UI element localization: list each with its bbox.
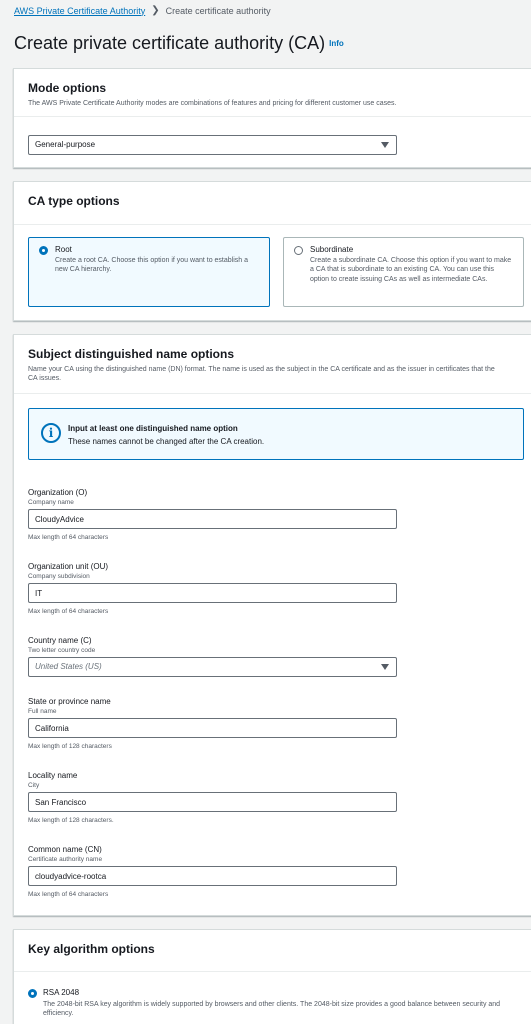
subject-dn-desc: Name your CA using the distinguished name (DN) format. The name is used as the subject in the CA certificate and as the issuer in certificates that the CA issues. [28, 366, 495, 383]
organization-sub: Company name [28, 499, 74, 506]
country-select[interactable] [28, 657, 397, 677]
breadcrumb-link-private-ca[interactable]: AWS Private Certificate Authority [14, 5, 146, 16]
subordinate-radio[interactable] [294, 246, 303, 255]
key-algorithm-panel [13, 929, 531, 1024]
mode-options-desc: The AWS Private Certificate Authority modes are combinations of features and pricing for different customer use cases. [28, 100, 397, 107]
organization-hint: Max length of 64 characters [28, 534, 109, 541]
organization-input[interactable] [28, 509, 397, 529]
common-name-field [28, 845, 397, 898]
rsa-2048-label: RSA 2048 [43, 988, 80, 997]
caret-down-icon [381, 142, 389, 148]
country-select-placeholder: United States (US) [35, 662, 102, 671]
subject-dn-panel [13, 334, 531, 916]
mode-select-value: General-purpose [35, 140, 96, 149]
ca-type-subordinate-tile[interactable] [283, 237, 524, 307]
state-input[interactable] [28, 718, 397, 738]
root-radio[interactable] [39, 246, 48, 255]
mode-select[interactable] [28, 135, 397, 155]
caret-down-icon [381, 664, 389, 670]
page-title [14, 33, 344, 54]
org-unit-sub: Company subdivision [28, 573, 90, 580]
root-label: Root [55, 245, 72, 254]
common-name-sub: Certificate authority name [28, 856, 103, 863]
mode-options-panel [13, 68, 531, 168]
state-sub: Full name [28, 708, 57, 715]
divider [14, 971, 531, 972]
locality-sub: City [28, 782, 40, 789]
alert-text: These names cannot be changed after the CA creation. [68, 437, 265, 446]
organization-field [28, 488, 397, 541]
subordinate-label: Subordinate [310, 245, 354, 254]
country-sub: Two letter country code [28, 647, 96, 654]
rsa-2048-radio[interactable] [28, 989, 37, 998]
breadcrumb [14, 5, 271, 16]
state-field [28, 697, 397, 750]
org-unit-hint: Max length of 64 characters [28, 608, 109, 615]
divider [14, 116, 531, 117]
alert-title: Input at least one distinguished name option [68, 424, 238, 433]
page-title-text: Create private certificate authority (CA) [14, 33, 326, 53]
country-field [28, 636, 397, 677]
rsa-2048-desc: The 2048-bit RSA key algorithm is widely supported by browsers and other clients. The 2048-bit size provides a good balance between security and efficiency. [43, 1001, 501, 1018]
chevron-right-icon: ❯ [151, 5, 160, 16]
org-unit-field [28, 562, 397, 615]
key-algorithm-title: Key algorithm options [28, 942, 155, 956]
state-hint: Max length of 128 characters [28, 743, 112, 750]
root-desc: Create a root CA. Choose this option if you want to establish a new CA hierarchy. [55, 257, 248, 274]
common-name-input[interactable] [28, 866, 397, 886]
info-circle-icon: i [41, 423, 61, 443]
divider [14, 393, 531, 394]
locality-input[interactable] [28, 792, 397, 812]
locality-hint: Max length of 128 characters. [28, 817, 114, 824]
mode-options-title: Mode options [28, 81, 106, 95]
country-label: Country name (C) [28, 636, 92, 645]
breadcrumb-current: Create certificate authority [165, 5, 271, 16]
subordinate-desc: Create a subordinate CA. Choose this option if you want to make a CA that is subordinate to an existing CA. You can use this option to create issuing CAs as well as intermediate CAs. [310, 257, 512, 283]
subject-dn-title: Subject distinguished name options [28, 347, 235, 361]
common-name-label: Common name (CN) [28, 845, 102, 854]
organization-label: Organization (O) [28, 488, 88, 497]
state-label: State or province name [28, 697, 111, 706]
common-name-hint: Max length of 64 characters [28, 891, 109, 898]
divider [14, 224, 531, 225]
locality-label: Locality name [28, 771, 78, 780]
org-unit-label: Organization unit (OU) [28, 562, 109, 571]
ca-type-panel [13, 181, 531, 321]
info-link[interactable]: Info [329, 39, 344, 48]
locality-field [28, 771, 397, 824]
ca-type-title: CA type options [28, 194, 120, 208]
ca-type-root-tile[interactable] [28, 237, 270, 307]
org-unit-input[interactable] [28, 583, 397, 603]
info-alert [28, 408, 524, 460]
